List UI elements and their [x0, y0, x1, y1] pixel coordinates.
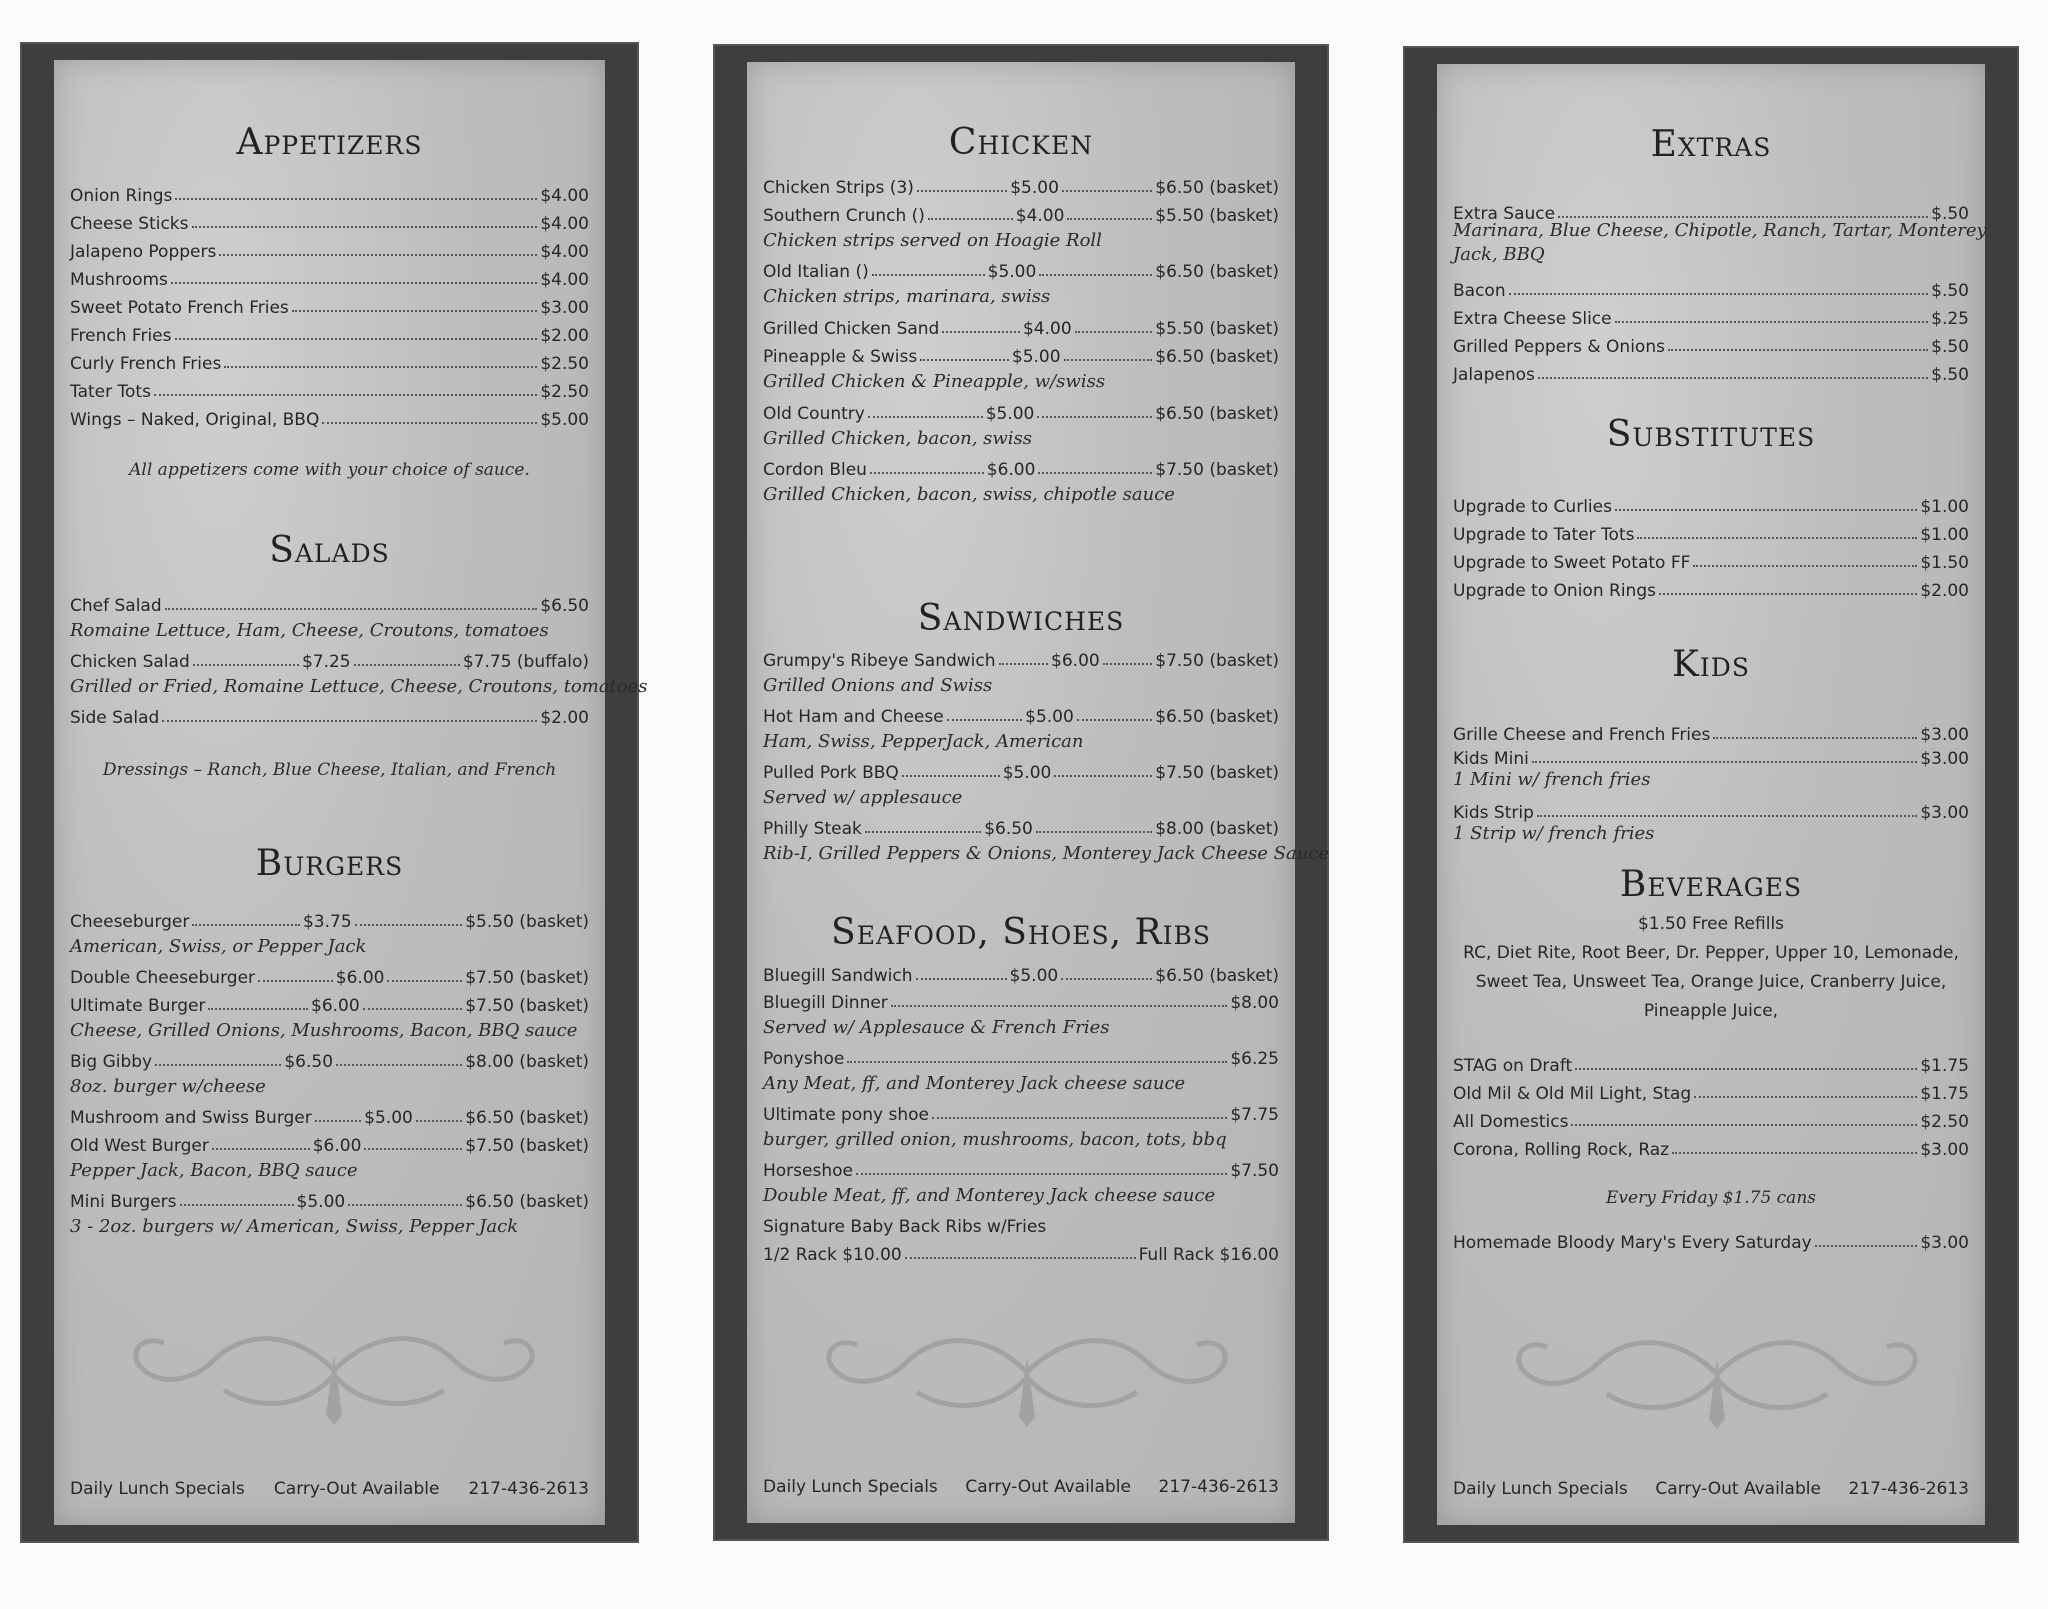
menu-item [763, 813, 1279, 839]
item-price: Full Rack $16.00 [1138, 1245, 1279, 1265]
carry-out-available: Carry-Out Available [273, 1479, 440, 1499]
panel-footer [70, 1479, 589, 1499]
item-price: $3.00 [1920, 1140, 1969, 1160]
item-name: Horseshoe [763, 1161, 853, 1181]
item-name: Kids Strip [1453, 803, 1534, 823]
item-description: Any Meat, ff, and Monterey Jack cheese sauce [763, 1073, 1186, 1094]
appetizers-heading: Appetizers [236, 122, 423, 163]
menu-item [70, 1186, 589, 1212]
menu-item [70, 180, 589, 206]
item-price: $3.00 [540, 298, 589, 318]
menu-item [70, 404, 589, 430]
item-price: $7.50 [1230, 1161, 1279, 1181]
item-description: Grilled Chicken, bacon, swiss [763, 428, 1033, 449]
panel-footer [763, 1477, 1279, 1497]
item-description: Served w/ Applesauce & French Fries [763, 1017, 1110, 1038]
menu-item [763, 454, 1279, 480]
item-basket-price: $8.00 (basket) [465, 1052, 589, 1072]
item-basket-price: $6.50 (basket) [465, 1108, 589, 1128]
item-price: $5.00 [540, 410, 589, 430]
item-name: Grumpy's Ribeye Sandwich [763, 651, 996, 671]
panel-background [747, 62, 1330, 1523]
item-price: $3.00 [1920, 749, 1969, 769]
item-name: Old Country [763, 404, 865, 424]
item-price: $4.00 [1015, 206, 1065, 226]
menu-item [70, 906, 589, 932]
item-name: Pulled Pork BBQ [763, 763, 899, 783]
free-refills: $1.50 Free Refills [1637, 914, 1785, 934]
item-name: Jalapenos [1453, 365, 1535, 385]
menu-item [763, 757, 1279, 783]
item-name: Onion Rings [70, 186, 173, 206]
menu-item [1453, 359, 1969, 385]
item-price: $.50 [1931, 204, 1969, 224]
menu-item [1453, 547, 1969, 573]
menu-item [1453, 331, 1969, 357]
decorative-scroll-ornament [94, 1315, 574, 1425]
menu-item [1453, 491, 1969, 517]
item-price: $6.00 [311, 996, 360, 1016]
item-name: Tater Tots [70, 382, 151, 402]
item-price: $5.00 [1011, 347, 1061, 367]
item-description: burger, grilled onion, mushrooms, bacon, tots, bbq [763, 1129, 1227, 1150]
menu-item [763, 341, 1279, 367]
menu-item [1453, 1134, 1969, 1160]
menu-item [1453, 743, 1969, 769]
item-basket-price: $5.50 (basket) [1155, 319, 1280, 339]
menu-item [1453, 519, 1969, 545]
menu-item [1453, 719, 1969, 745]
item-name: All Domestics [1453, 1112, 1569, 1132]
menu-panel-left [20, 42, 648, 1543]
item-name: Chicken Strips (3) [763, 178, 914, 198]
item-description: Chicken strips, marinara, swiss [763, 286, 1051, 307]
menu-item [763, 172, 1279, 198]
beverage-list: Pineapple Juice, [1643, 1001, 1779, 1021]
item-name: Mushrooms [70, 270, 168, 290]
item-description: Pepper Jack, Bacon, BBQ sauce [70, 1160, 358, 1181]
item-description: Grilled Chicken & Pineapple, w/swiss [763, 371, 1106, 392]
item-name: Ponyshoe [763, 1049, 845, 1069]
phone-number: 217-436-2613 [1848, 1479, 1969, 1499]
item-price: $5.00 [987, 262, 1037, 282]
menu-item [70, 292, 589, 318]
item-description: 3 - 2oz. burgers w/ American, Swiss, Pepper Jack [70, 1216, 519, 1237]
item-price: $4.00 [540, 270, 589, 290]
menu-item [1453, 303, 1969, 329]
item-price: $5.00 [1025, 707, 1074, 727]
item-description: Marinara, Blue Cheese, Chipotle, Ranch, Tartar, Monterey [1453, 220, 1987, 241]
item-price: $6.00 [312, 1136, 362, 1156]
item-price: $6.50 [284, 1052, 334, 1072]
item-basket-price: $6.50 (basket) [1155, 262, 1280, 282]
panel-background [1437, 64, 1985, 1525]
menu-item [1453, 797, 1969, 823]
item-name: Chef Salad [70, 596, 162, 616]
item-name: Cordon Bleu [763, 460, 867, 480]
panel-background [54, 60, 648, 1525]
item-basket-price: $7.50 (basket) [1155, 763, 1280, 783]
item-price: $.50 [1931, 281, 1969, 301]
item-basket-price: $7.50 (basket) [465, 1136, 589, 1156]
menu-item [763, 701, 1279, 727]
menu-panel-middle [713, 44, 1329, 1541]
item-basket-price: $6.50 (basket) [1155, 347, 1279, 367]
item-name: Kids Mini [1453, 749, 1529, 769]
item-basket-price: $7.50 (basket) [1155, 460, 1280, 480]
menu-item [70, 990, 589, 1016]
item-name: Upgrade to Sweet Potato FF [1453, 553, 1691, 573]
item-name: Hot Ham and Cheese [763, 707, 944, 727]
item-basket-price: $6.50 (basket) [1155, 707, 1279, 727]
item-price: $2.50 [540, 382, 589, 402]
item-price: $1.00 [1920, 497, 1969, 517]
item-name: Mushroom and Swiss Burger [70, 1108, 312, 1128]
item-price: $3.75 [302, 912, 352, 932]
item-name: Ultimate Burger [70, 996, 206, 1016]
item-price: $5.00 [1010, 178, 1059, 198]
burgers-heading: Burgers [255, 843, 404, 884]
chicken-heading: Chicken [948, 122, 1094, 163]
carry-out-available: Carry-Out Available [965, 1477, 1131, 1497]
menu-item [763, 200, 1279, 226]
item-name: Double Cheeseburger [70, 968, 256, 988]
item-price: $3.00 [1920, 725, 1969, 745]
item-description: 1 Mini w/ french fries [1453, 769, 1651, 790]
beverage-list: RC, Diet Rite, Root Beer, Dr. Pepper, Upper 10, Lemonade, [1463, 943, 1959, 963]
item-description: Jack, BBQ [1453, 244, 1545, 265]
menu-item [70, 376, 589, 402]
item-name: Cheese Sticks [70, 214, 189, 234]
item-price: $2.50 [1920, 1112, 1969, 1132]
beverage-list: Sweet Tea, Unsweet Tea, Orange Juice, Cranberry Juice, [1475, 972, 1947, 992]
substitutes-heading: Substitutes [1606, 414, 1816, 455]
menu-item [1453, 1227, 1969, 1253]
item-basket-price: $7.50 (basket) [1155, 651, 1280, 671]
menu-item [763, 1239, 1279, 1265]
item-name: Cheeseburger [70, 912, 190, 932]
item-basket-price: $8.00 (basket) [1155, 819, 1279, 839]
item-price: $4.00 [1022, 319, 1072, 339]
item-basket-price: $7.50 (basket) [465, 996, 589, 1016]
item-basket-price: $6.50 (basket) [1155, 178, 1279, 198]
menu-item [763, 398, 1279, 424]
item-description: Romaine Lettuce, Ham, Cheese, Croutons, tomatoes [70, 620, 549, 641]
seafood-heading: Seafood, Shoes, Ribs [831, 912, 1211, 953]
item-name: Upgrade to Tater Tots [1453, 525, 1635, 545]
item-price: $6.50 [540, 596, 589, 616]
item-basket-price: $7.75 (buffalo) [462, 652, 589, 672]
daily-lunch-specials: Daily Lunch Specials [70, 1479, 245, 1499]
menu-item [763, 1099, 1279, 1125]
item-basket-price: $5.50 (basket) [465, 912, 589, 932]
appetizers-note: All appetizers come with your choice of sauce. [129, 460, 530, 480]
item-description: Rib-I, Grilled Peppers & Onions, Monterey Jack Cheese Sauce [763, 843, 1330, 864]
menu-item [70, 264, 589, 290]
item-price: $3.00 [1920, 1233, 1969, 1253]
item-price: $6.00 [986, 460, 1036, 480]
item-name: Homemade Bloody Mary's Every Saturday [1453, 1233, 1812, 1253]
decorative-scroll-ornament [787, 1317, 1267, 1427]
item-description: Cheese, Grilled Onions, Mushrooms, Bacon, BBQ sauce [70, 1020, 578, 1041]
item-name: STAG on Draft [1453, 1056, 1573, 1076]
friday-special: Every Friday $1.75 cans [1606, 1188, 1816, 1208]
item-name: Ultimate pony shoe [763, 1105, 929, 1125]
daily-lunch-specials: Daily Lunch Specials [763, 1477, 938, 1497]
item-price: $1.00 [1920, 525, 1969, 545]
menu-item [763, 987, 1279, 1013]
item-description: 1 Strip w/ french fries [1453, 823, 1655, 844]
kids-heading: Kids [1672, 644, 1750, 685]
item-basket-price: $5.50 (basket) [1155, 206, 1279, 226]
dressings-note: Dressings – Ranch, Blue Cheese, Italian, and French [102, 760, 557, 780]
menu-item [70, 702, 589, 728]
item-price: $5.00 [985, 404, 1035, 424]
item-name: Old Italian () [763, 262, 869, 282]
item-price: $6.50 [984, 819, 1033, 839]
item-description: Double Meat, ff, and Monterey Jack cheese sauce [763, 1185, 1216, 1206]
item-price: $1.50 [1920, 553, 1969, 573]
menu-item [70, 962, 589, 988]
item-price: $6.25 [1230, 1049, 1279, 1069]
menu-item [763, 645, 1279, 671]
item-price: $6.00 [1051, 651, 1100, 671]
phone-number: 217-436-2613 [468, 1479, 589, 1499]
item-name: Jalapeno Poppers [70, 242, 217, 262]
item-price: $2.00 [540, 708, 589, 728]
item-price: $5.00 [1002, 763, 1052, 783]
item-basket-price: $6.50 (basket) [465, 1192, 590, 1212]
item-name: Chicken Salad [70, 652, 190, 672]
daily-lunch-specials: Daily Lunch Specials [1453, 1479, 1628, 1499]
item-name: Grilled Chicken Sand [763, 319, 940, 339]
menu-item [763, 960, 1279, 986]
item-basket-price: $7.50 (basket) [465, 968, 589, 988]
item-name: Grilled Peppers & Onions [1453, 337, 1665, 357]
item-name: Bacon [1453, 281, 1506, 301]
item-basket-price: $6.50 (basket) [1155, 404, 1279, 424]
item-name: Mini Burgers [70, 1192, 177, 1212]
item-price: $6.00 [335, 968, 385, 988]
menu-item [70, 646, 589, 672]
decorative-scroll-ornament [1477, 1319, 1957, 1429]
item-price: $.25 [1931, 309, 1969, 329]
item-name: Grille Cheese and French Fries [1453, 725, 1711, 745]
item-name: Southern Crunch () [763, 206, 925, 226]
item-price: $4.00 [540, 186, 589, 206]
menu-item [70, 320, 589, 346]
item-description: Grilled Onions and Swiss [763, 675, 993, 696]
sandwiches-heading: Sandwiches [917, 598, 1125, 639]
menu-item [763, 1211, 1279, 1237]
menu-item [1453, 1050, 1969, 1076]
menu-item [1453, 1106, 1969, 1132]
item-name: Big Gibby [70, 1052, 153, 1072]
item-name: Old West Burger [70, 1136, 209, 1156]
item-price: $5.00 [296, 1192, 346, 1212]
item-name: Upgrade to Onion Rings [1453, 581, 1656, 601]
item-price: $5.00 [1009, 966, 1059, 986]
item-name: 1/2 Rack $10.00 [763, 1245, 902, 1265]
item-description: Grilled or Fried, Romaine Lettuce, Cheese, Croutons, tomatoes [70, 676, 648, 697]
item-name: Side Salad [70, 708, 160, 728]
menu-item [70, 348, 589, 374]
beverages-heading: Beverages [1619, 864, 1803, 905]
menu-item [70, 1102, 589, 1128]
menu-item [763, 1043, 1279, 1069]
item-name: Extra Cheese Slice [1453, 309, 1612, 329]
item-description: Ham, Swiss, PepperJack, American [763, 731, 1084, 752]
item-price: $4.00 [540, 214, 589, 234]
menu-item [70, 208, 589, 234]
menu-item [70, 1130, 589, 1156]
item-price: $.50 [1931, 365, 1969, 385]
item-name: Wings – Naked, Original, BBQ [70, 410, 320, 430]
item-price: $8.00 [1230, 993, 1279, 1013]
item-price: $1.75 [1920, 1084, 1969, 1104]
item-description: Served w/ applesauce [763, 787, 963, 808]
item-name: Sweet Potato French Fries [70, 298, 289, 318]
item-name: Bluegill Dinner [763, 993, 888, 1013]
salads-heading: Salads [269, 530, 390, 571]
item-name: French Fries [70, 326, 172, 346]
item-price: $2.00 [540, 326, 589, 346]
item-name: Signature Baby Back Ribs w/Fries [763, 1217, 1047, 1237]
item-name: Pineapple & Swiss [763, 347, 918, 367]
item-name: Bluegill Sandwich [763, 966, 913, 986]
item-description: Grilled Chicken, bacon, swiss, chipotle sauce [763, 484, 1175, 505]
item-basket-price: $6.50 (basket) [1155, 966, 1280, 986]
phone-number: 217-436-2613 [1158, 1477, 1279, 1497]
extras-heading: Extras [1650, 124, 1772, 165]
item-price: $3.00 [1920, 803, 1969, 823]
item-price: $4.00 [540, 242, 589, 262]
menu-item [1453, 1078, 1969, 1104]
carry-out-available: Carry-Out Available [1655, 1479, 1821, 1499]
menu-item [1453, 575, 1969, 601]
item-name: Curly French Fries [70, 354, 222, 374]
panel-footer [1453, 1479, 1969, 1499]
item-price: $2.00 [1920, 581, 1969, 601]
item-name: Extra Sauce [1453, 204, 1556, 224]
menu-item [763, 313, 1279, 339]
menu-item [70, 236, 589, 262]
item-description: Chicken strips served on Hoagie Roll [763, 230, 1102, 251]
item-name: Old Mil & Old Mil Light, Stag [1453, 1084, 1692, 1104]
item-price: $.50 [1931, 337, 1969, 357]
item-price: $7.75 [1230, 1105, 1279, 1125]
menu-item [70, 590, 589, 616]
menu-item [763, 256, 1279, 282]
item-description: 8oz. burger w/cheese [70, 1076, 266, 1097]
item-price: $2.50 [540, 354, 589, 374]
menu-item [763, 1155, 1279, 1181]
item-price: $5.00 [364, 1108, 413, 1128]
item-price: $1.75 [1920, 1056, 1969, 1076]
item-name: Corona, Rolling Rock, Raz [1453, 1140, 1670, 1160]
item-description: American, Swiss, or Pepper Jack [70, 936, 367, 957]
item-name: Upgrade to Curlies [1453, 497, 1612, 517]
menu-item [70, 1046, 589, 1072]
item-price: $7.25 [301, 652, 351, 672]
item-name: Philly Steak [763, 819, 862, 839]
menu-item [1453, 275, 1969, 301]
menu-panel-right [1403, 46, 2019, 1543]
